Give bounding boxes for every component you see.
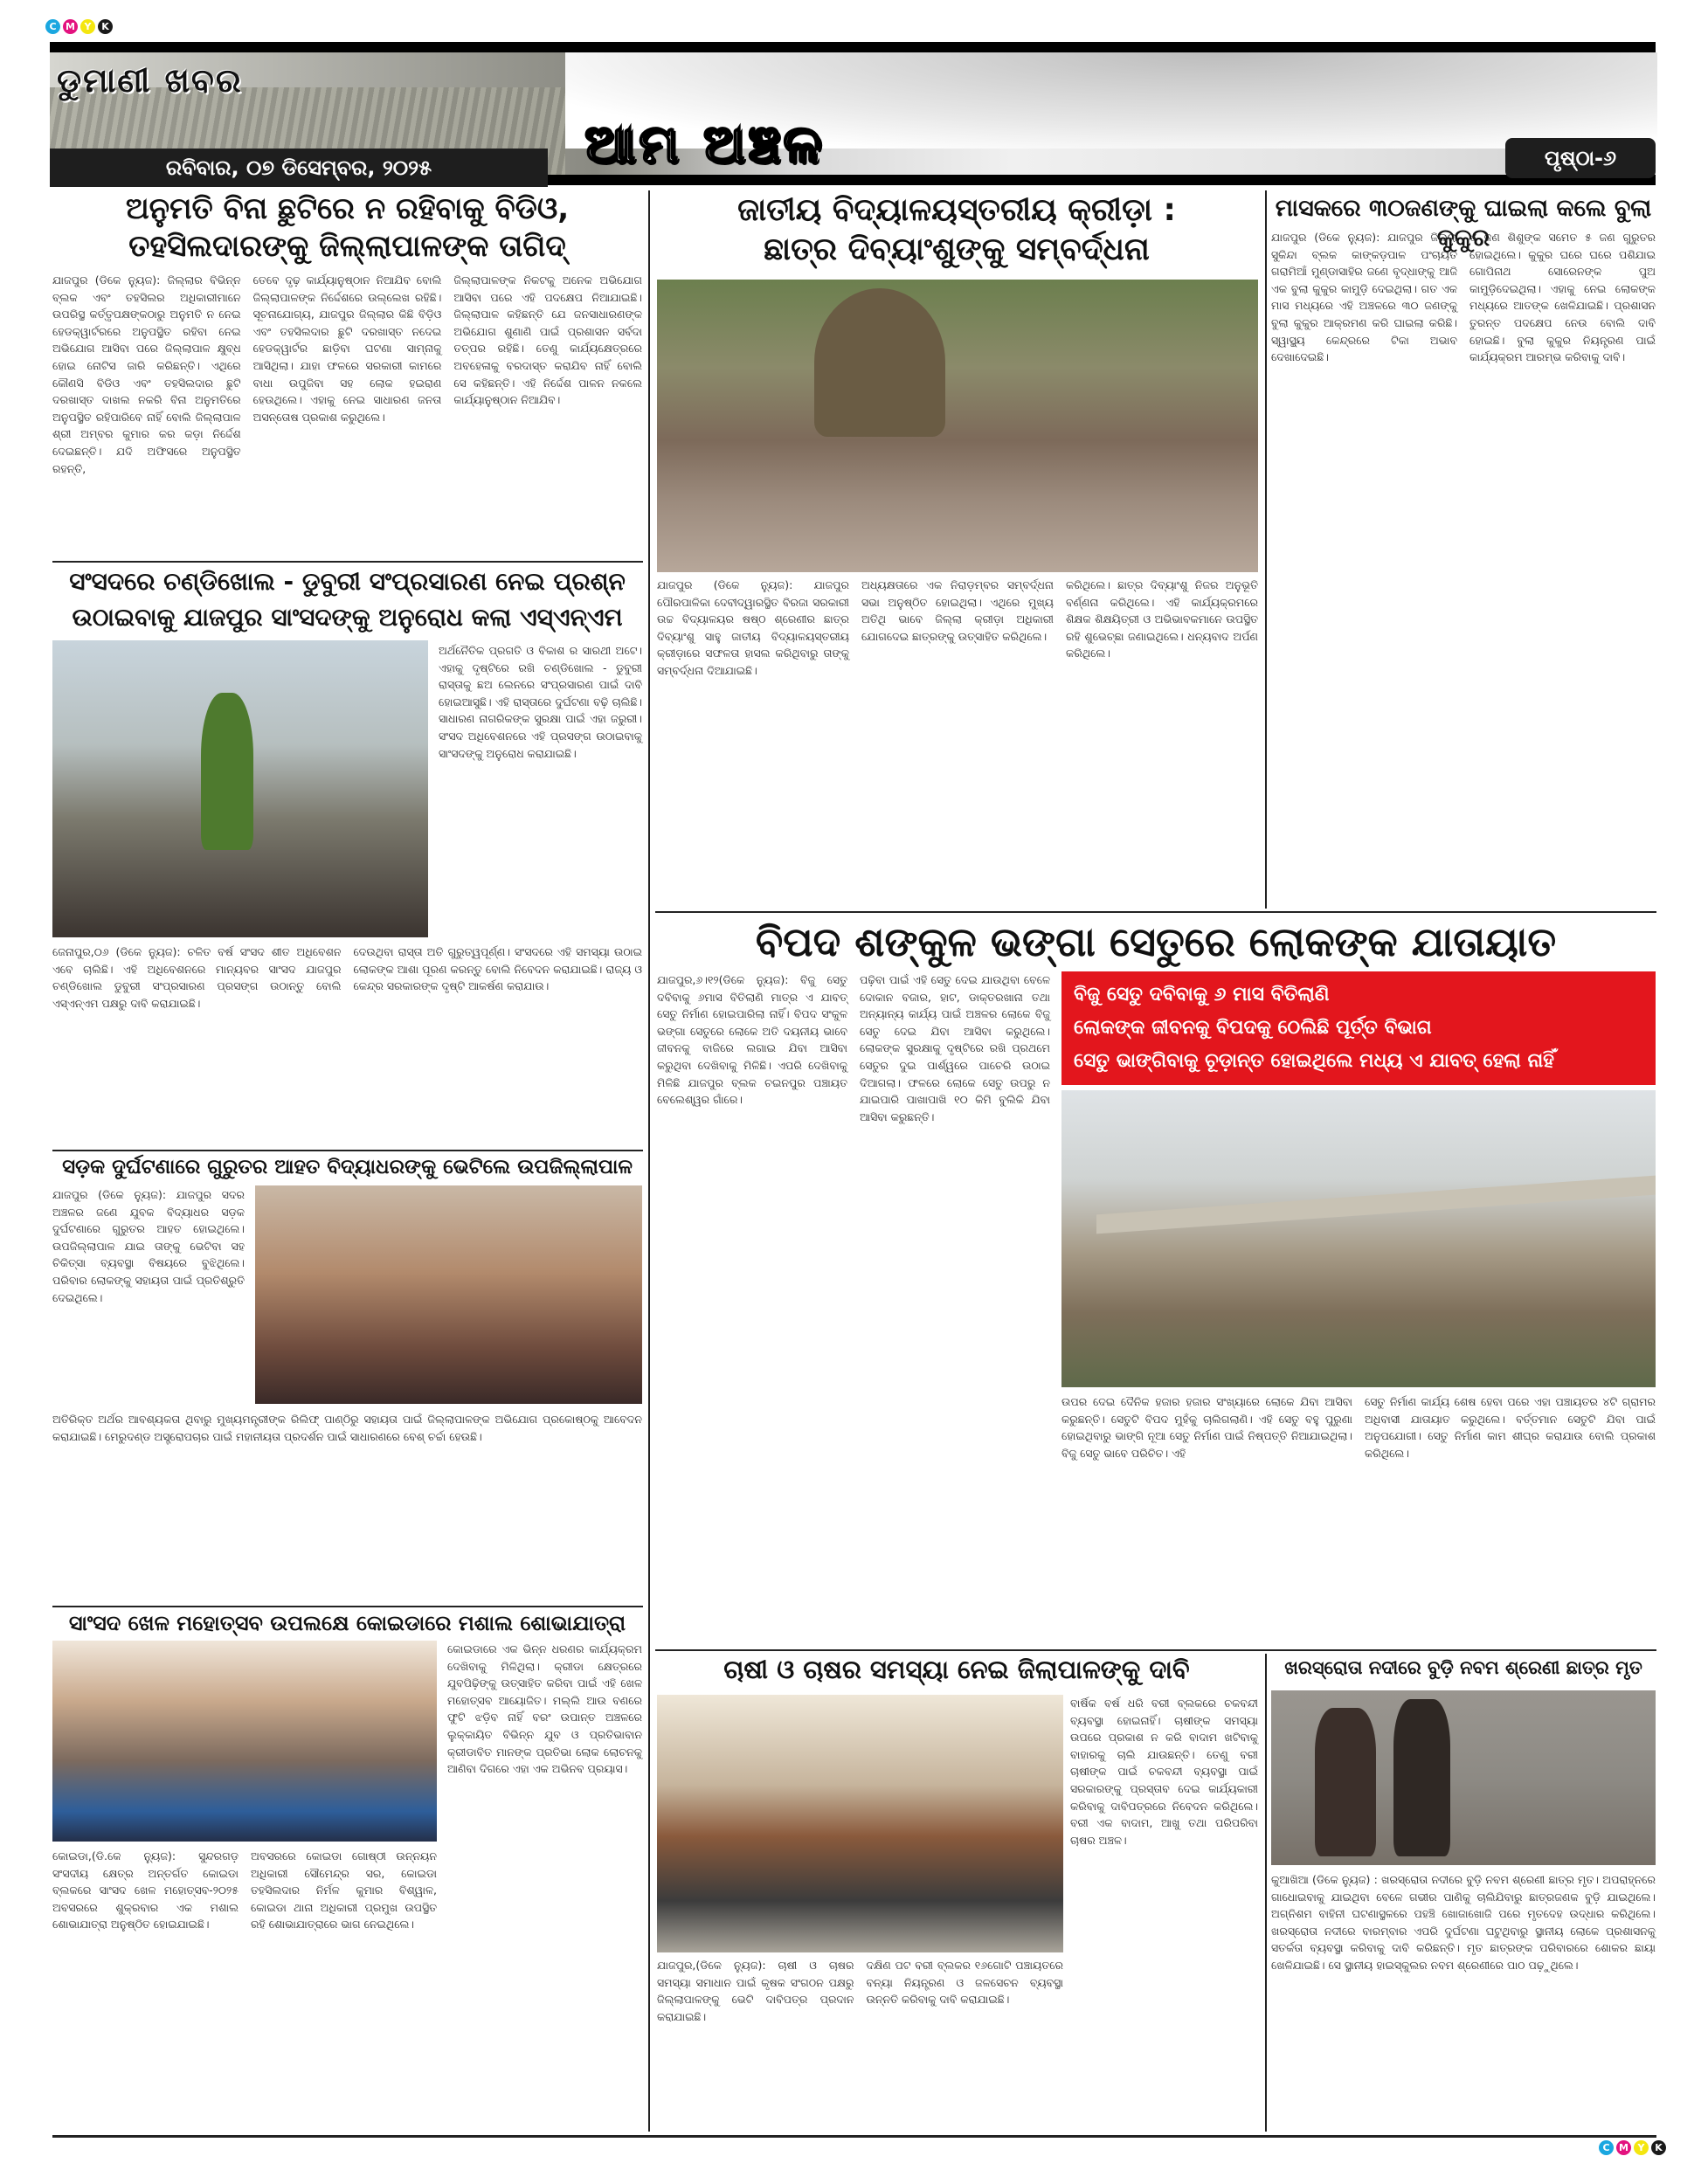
magenta-mark: M bbox=[1616, 2140, 1631, 2155]
story-torch-headline: ସାଂସଦ ଖେଳ ମହୋତ୍ସବ ଉପଲକ୍ଷେ କୋଇଡାରେ ମଶାଲ ଶୋଭାଯାତ୍ରା bbox=[68, 1611, 626, 1635]
highlight-line: ସେତୁ ଭାଙ୍ଗିବାକୁ ଚୂଡ଼ାନ୍ତ ହୋଇଥିଲେ ମଧ୍ୟ ଏ ଯାବତ୍ ହେଲା ନାହିଁ bbox=[1074, 1050, 1554, 1072]
body-col-4: ସେତୁ ନିର୍ମାଣ କାର୍ଯ୍ୟ ଶେଷ ହେବା ପରେ ଏହା ପଞ୍ଚାୟତର ୪ଟି ଗ୍ରାମର ଅଧିବାସୀ ଯାତାୟାତ କରୁଥିଲେ। ବର୍ତ୍ତମାନ ସେତୁଟି ଯିବା ପାଇଁ ଅନୁପଯୋଗୀ। ସେତୁ ନିର୍ମାଣ କାମ ଶୀଘ୍ର କରାଯାଉ ବୋଲି ପ୍ରକାଶ କରିଥିଲେ। bbox=[1365, 1395, 1656, 1460]
yellow-mark: Y bbox=[80, 19, 95, 34]
headline-line2: ଛାତ୍ର ଦିବ୍ୟାଂଶୁଙ୍କୁ ସମ୍ବର୍ଦ୍ଧନା bbox=[764, 232, 1150, 267]
river-rescue-photo bbox=[1271, 1690, 1656, 1865]
divider bbox=[52, 1150, 643, 1151]
highlight-line: ଲୋକଙ୍କ ଜୀବନକୁ ବିପଦକୁ ଠେଲିଛି ପୂର୍ତ୍ତ ବିଭାଗ bbox=[1074, 1017, 1432, 1039]
story-torch-body bbox=[52, 1848, 437, 2132]
highlight-line: ବିଜୁ ସେତୁ ଦବିବାକୁ ୬ ମାସ ବିତିଲାଣି bbox=[1074, 984, 1330, 1006]
story-dogs-headline: ମାସକରେ ୩୦ଜଣଙ୍କୁ ଘାଇଲା କଲେ ବୁଲା କୁକୁର bbox=[1275, 195, 1652, 252]
rescuer-figure bbox=[1393, 1699, 1450, 1856]
body-col-1: ଯାଜପୁର,(ଡିକେ ନ୍ୟୁଜ): ଚାଷୀ ଓ ଚାଷର ସମସ୍ୟା ସମାଧାନ ପାଇଁ କୃଷକ ସଂଗଠନ ପକ୍ଷରୁ ଜିଲ୍ଲାପାଳଙ୍କୁ ଭେଟି ଦାବିପତ୍ର ପ୍ରଦାନ କରାଯାଇଛି। bbox=[657, 1959, 854, 2023]
story-drowning-headline: ଖରସ୍ରୋତା ନଦୀରେ ବୁଡ଼ି ନବମ ଶ୍ରେଣୀ ଛାତ୍ର ମୃତ bbox=[1284, 1657, 1642, 1678]
story-dogs-body bbox=[1271, 229, 1656, 906]
story-sports-body bbox=[657, 577, 1258, 909]
divider bbox=[655, 1649, 1656, 1651]
body-col-1: କୋଇଡା,(ଡି.କେ ନ୍ୟୁଜ): ସୁନ୍ଦରଗଡ଼ ସଂସଦୀୟ କ୍ଷେତ୍ର ଅନ୍ତର୍ଗତ କୋଇଡା ବ୍ଲକରେ ସାଂସଦ ଖେଳ ମହୋତ୍ସବ-୨୦୨୫ ଅବସରରେ ଶୁକ୍ରବାର ଏକ ମଶାଲ ଶୋଭାଯାତ୍ରା ଅନୁଷ୍ଠିତ ହୋଇଯାଇଛି। bbox=[52, 1849, 239, 1932]
bridge-highlight-box bbox=[1061, 971, 1656, 1085]
cmyk-registration-marks-bottom bbox=[1599, 2140, 1666, 2155]
masthead bbox=[50, 42, 1656, 185]
body-col-1: ଯାଜପୁର,୬।୧୨(ଡିକେ ନ୍ୟୁଜ): ବିଜୁ ସେତୁ ଦବିବାକୁ ୬ମାସ ବିତିଲାଣି ମାତ୍ର ଏ ଯାବତ୍ ସେତୁ ନିର୍ମାଣ ହୋଇପାରିଲା ନାହିଁ। ବିପଦ ସଂକୁଳ ଭଙ୍ଗା ସେତୁରେ ଲୋକେ ଅତି ଦୟନୀୟ ଭାବେ ଜୀବନକୁ ବାଜିରେ ଲଗାଇ ଯିବା ଆସିବା କରୁଥିବା ଦେଖିବାକୁ ମିଳିଛି। ଏପରି ଦେଖିବାକୁ ମିଳିଛି ଯାଜପୁର ବ୍ଲକ ଚଇନପୁର ପଞ୍ଚାୟତ ବେଲେଶ୍ୱର ଗାଁରେ। bbox=[657, 973, 847, 1107]
bottom-rule bbox=[52, 2135, 1656, 2138]
story-accident-caption: ଅତିରିକ୍ତ ଅର୍ଥର ଆବଶ୍ୟକତା ଥିବାରୁ ମୁଖ୍ୟମନ୍ତ୍ରୀଙ୍କ ରିଲିଫ୍ ପାଣ୍ଠିରୁ ସହାୟତା ପାଇଁ ଜିଲ୍ଲାପାଳଙ୍କ ଅଭିଯୋଗ ପ୍ରକୋଷ୍ଠକୁ ଆବେଦନ କରାଯାଇଛି। ମେରୁଦଣ୍ଡ ଅସ୍ତ୍ରୋପଚାର ପାଇଁ ମହାନୀୟତା ପ୍ରଦର୍ଶନ ପାଇଁ ସାଧାରଣରେ ବେଶ୍ ଚର୍ଚ୍ଚା ହେଉଛି। bbox=[52, 1413, 642, 1443]
cyan-mark: C bbox=[45, 19, 60, 34]
masthead-banner-image bbox=[50, 52, 1656, 180]
page-number: ପୃଷ୍ଠା-୬ bbox=[1505, 138, 1656, 178]
story-sports bbox=[655, 190, 1258, 269]
body-col-2: ପଢ଼ିବା ପାଇଁ ଏହି ସେତୁ ଦେଇ ଯାଉଥିବା ବେଳେ ଦୋକାନ ବଜାର, ହାଟ, ଡାକ୍ତରଖାନା ତଥା ଅନ୍ୟାନ୍ୟ କାର୍ଯ୍ୟ ପାଇଁ ଅଞ୍ଚଳର ଲୋକେ ବିଜୁ ସେତୁ ଦେଇ ଯିବା ଆସିବା କରୁଥିଲେ। ଲୋକଙ୍କ ସୁରକ୍ଷାକୁ ଦୃଷ୍ଟିରେ ରଖି ପ୍ରଥମେ ସେତୁର ଦୁଇ ପାର୍ଶ୍ୱରେ ପାଚେରି ଉଠାଇ ଦିଆଗଲା। ଫଳରେ ଲୋକେ ସେତୁ ଉପରୁ ନ ଯାଇପାରି ପାଖାପାଖି ୧୦ କିମି ବୁଲିକି ଯିବା ଆସିବା କରୁଛନ୍ତି। bbox=[860, 973, 1050, 1123]
story-farmers-body bbox=[657, 1957, 1063, 2132]
body-col-3: ଉପର ଦେଇ ଦୈନିକ ହଜାର ହଜାର ସଂଖ୍ୟାରେ ଲୋକେ ଯିବା ଆସିବା କରୁଛନ୍ତି। ସେତୁଟି ବିପଦ ମୁହଁକୁ ଚାଲିଗଲାଣି। ଏହି ସେତୁ ବହୁ ପୁରୁଣା ହୋଇଥିବାରୁ ଭାଙ୍ଗି ନୂଆ ସେତୁ ନିର୍ମାଣ ପାଇଁ ନିଷ୍ପତ୍ତି ନିଆଯାଇଥିଲା। ବିଜୁ ସେତୁ ଭାବେ ପରିଚିତ। ଏହି bbox=[1061, 1395, 1352, 1460]
story-farmers-side: ବାର୍ଷିକ ବର୍ଷ ଧରି ବରୀ ବ୍ଲକରେ ଚକବନ୍ଦୀ ବ୍ୟବସ୍ଥା ହୋଇନାହିଁ। ଚାଷୀଙ୍କ ସମସ୍ୟା ଉପରେ ପ୍ରକାଶ ନ କରି ବାଦାମ ଖଟିବାକୁ ବାହାରକୁ ଚାଲି ଯାଉଛନ୍ତି। ତେଣୁ ବରୀ ଚାଷୀଙ୍କ ପାଇଁ ଚକବନ୍ଦୀ ବ୍ୟବସ୍ଥା ପାଇଁ ସରକାରଙ୍କୁ ପ୍ରସ୍ତାବ ଦେଇ କାର୍ଯ୍ୟକାରୀ କରିବାକୁ ଦାବିପତ୍ରରେ ନିବେଦନ କରିଥିଲେ। ବରୀ ଏକ ବାଦାମ, ଆଖୁ ତଥା ପରିପରିବା ଚାଷର ଅଞ୍ଚଳ। bbox=[1070, 1697, 1258, 1847]
issue-date: ରବିବାର, ୦୭ ଡିସେମ୍ବର, ୨୦୨୫ bbox=[50, 149, 548, 187]
story-farmers-headline: ଚାଷୀ ଓ ଚାଷର ସମସ୍ୟା ନେଇ ଜିଲାପାଳଙ୍କୁ ଦାବି bbox=[723, 1655, 1190, 1684]
snm-photo bbox=[52, 640, 428, 937]
story-bdo bbox=[52, 190, 642, 475]
body-col-3: ଜିଲ୍ଲାପାଳଙ୍କ ନିକଟକୁ ଅନେକ ଅଭିଯୋଗ ଆସିବା ପରେ ଏହି ପଦକ୍ଷେପ ନିଆଯାଇଛି। ଜିଲ୍ଲାପାଳ କହିଛନ୍ତି ଯେ ଜନସାଧାରଣଙ୍କ ଅଭିଯୋଗ ଶୁଣାଣି ପାଇଁ ପ୍ରଶାସନ ସର୍ବଦା ତତ୍ପର ରହିଛି। ତେଣୁ କାର୍ଯ୍ୟକ୍ଷେତ୍ରରେ ଅବହେଳାକୁ ବରଦାସ୍ତ କରାଯିବ ନାହିଁ ବୋଲି ସେ କହିଛନ୍ତି। ଏହି ନିର୍ଦ୍ଦେଶ ପାଳନ ନକଲେ କାର୍ଯ୍ୟାନୁଷ୍ଠାନ ନିଆଯିବ। bbox=[453, 273, 642, 407]
body-col-2: ଅବସରରେ କୋଇଡା ଗୋଷ୍ଠୀ ଉନ୍ନୟନ ଅଧିକାରୀ ସୌମେନ୍ଦ୍ର ସର, କୋଇଡା ତହସିଲଦାର ନିର୍ମଳ କୁମାର ବିଶ୍ୱାଳ, କୋଇଡା ଥାନା ଅଧିକାରୀ ପ୍ରମୁଖ ଉପସ୍ଥିତ ରହି ଶୋଭାଯାତ୍ରାରେ ଭାଗ ନେଇଥିଲେ। bbox=[251, 1849, 437, 1932]
snm-body bbox=[52, 943, 642, 1144]
cyan-mark: C bbox=[1599, 2140, 1614, 2155]
divider bbox=[52, 1606, 643, 1607]
story-torch-side: କୋଇଡାରେ ଏକ ଭିନ୍ନ ଧରଣର କାର୍ଯ୍ୟକ୍ରମ ଦେଖିବାକୁ ମିଳିଥିଲା। କ୍ରୀଡା କ୍ଷେତ୍ରରେ ଯୁବପିଢ଼ିଙ୍କୁ ଉତ୍ସାହିତ କରିବା ପାଇଁ ଏହି ଖେଳ ମହୋତ୍ସବ ଆୟୋଜିତ। ମଲ୍ଲି ଆଉ ବଣରେ ଫୁଟି ଝଡ଼ିବ ନାହିଁ ବରଂ ଉପାନ୍ତ ଅଞ୍ଚଳରେ ଲୁକ୍କାୟିତ ବିଭିନ୍ନ ଯୁବ ଓ ପ୍ରତିଭାବାନ କ୍ରୀଡାବିତ ମାନଙ୍କ ପ୍ରତିଭା ଲୋକ ଲୋଚନକୁ ଆଣିବା ଦିଗରେ ଏହା ଏକ ଅଭିନବ ପ୍ରୟାସ। bbox=[447, 1642, 642, 1776]
magenta-mark: M bbox=[63, 19, 78, 34]
rescuer-figure bbox=[1315, 1708, 1376, 1856]
headline: ଜାତୀୟ ବିଦ୍ୟାଳୟସ୍ତରୀୟ କ୍ରୀଡ଼ା : bbox=[737, 192, 1176, 228]
cmyk-registration-marks-top bbox=[45, 19, 113, 34]
body-col-2: ଦକ୍ଷିଣ ପଟ ବରୀ ବ୍ଲକର ୧୬ଗୋଟି ପଞ୍ଚାୟତରେ ବନ୍ୟା ନିୟନ୍ତ୍ରଣ ଓ ଜଳସେଚନ ବ୍ୟବସ୍ଥା ଉନ୍ନତି କରିବାକୁ ଦାବି କରାଯାଇଛି। bbox=[866, 1959, 1063, 2007]
body-col-2: ୪ ଜଣ ଶିଶୁଙ୍କ ସମେତ ୫ ଜଣ ଗୁରୁତର ହୋଇଥିଲେ। କୁକୁର ଘରେ ଘରେ ପଶିଯାଇ ଗୋପିନାଥ ସୋରେନଙ୍କ ପୁଅ କାମୁଡ଼ିଦେଇଥିଲା। ଏହାକୁ ନେଇ ଲୋକଙ୍କ ମଧ୍ୟରେ ଆତଙ୍କ ଖେଳିଯାଇଛି। ପ୍ରଶାସନ ତୁରନ୍ତ ପଦକ୍ଷେପ ନେଉ ବୋଲି ଦାବି ହୋଇଛି। ବୁଲା କୁକୁର ନିୟନ୍ତ୍ରଣ ପାଇଁ କାର୍ଯ୍ୟକ୍ରମ ଆରମ୍ଭ କରିବାକୁ ଦାବି। bbox=[1469, 231, 1656, 364]
story-accident-body: ଯାଜପୁର (ଡିକେ ନ୍ୟୁଜ): ଯାଜପୁର ସଦର ଅଞ୍ଚଳର ଜଣେ ଯୁବକ ବିଦ୍ୟାଧର ସଡ଼କ ଦୁର୍ଘଟଣାରେ ଗୁରୁତର ଆହତ ହୋଇଥିଲେ। ଉପଜିଲ୍ଲାପାଳ ଯାଇ ତାଙ୍କୁ ଭେଟିବା ସହ ଚିକିତ୍ସା ବ୍ୟବସ୍ଥା ବିଷୟରେ ବୁଝିଥିଲେ। ପରିବାର ଲୋକଙ୍କୁ ସହାୟତା ପାଇଁ ପ୍ରତିଶ୍ରୁତି ଦେଇଥିଲେ। bbox=[52, 1188, 245, 1304]
accident-photo bbox=[255, 1185, 642, 1404]
body-col-1: ଯାଜପୁର (ଡିକେ ନ୍ୟୁଜ): ଜିଲ୍ଲାର ବିଭିନ୍ନ ବ୍ଲକ ଏବଂ ତହସିଲର ଅଧିକାରୀମାନେ ଉପରିସ୍ଥ କର୍ତ୍ତୃପକ୍ଷଙ୍କଠାରୁ ଅନୁମତି ନ ନେଇ ହେଡକ୍ୱାର୍ଟରରେ ଅନୁପସ୍ଥିତ ରହିବା ନେଇ ଅଭିଯୋଗ ଆସିବା ପରେ ଜିଲ୍ଲାପାଳ କ୍ଷୁବ୍ଧ ହୋଇ ନୋଟିସ ଜାରି କରିଛନ୍ତି। ଏଥିରେ କୌଣସି ବିଡିଓ ଏବଂ ତହସିଲଦାର ଛୁଟି ଦରଖାସ୍ତ ଦାଖଲ ନକରି ବିନା ଅନୁମତିରେ ଅନୁପସ୍ଥିତ ରହିପାରିବେ ନାହିଁ ବୋଲି ଜିଲ୍ଲାପାଳ ଶ୍ରୀ ଅମ୍ବର କୁମାର କର କଡ଼ା ନିର୍ଦ୍ଦେଶ ଦେଇଛନ୍ତି। ଯଦି ଅଫିସରେ ଅନୁପସ୍ଥିତ ରହନ୍ତି, bbox=[52, 273, 241, 475]
body-col-1: ଯାଜପୁର (ଡିକେ ନ୍ୟୁଜ): ଯାଜପୁର ପୌରପାଳିକା ଦେବୀଦ୍ୱାରସ୍ଥିତ ବିରଜା ସରକାରୀ ଉଚ୍ଚ ବିଦ୍ୟାଳୟର ଷଷ୍ଠ ଶ୍ରେଣୀର ଛାତ୍ର ଦିବ୍ୟାଂଶୁ ସାହୁ ଜାତୀୟ ବିଦ୍ୟାଳୟସ୍ତରୀୟ କ୍ରୀଡ଼ାରେ ସଫଳତା ହାସଲ କରିଥିବାରୁ ତାଙ୍କୁ ସମ୍ବର୍ଦ୍ଧନା ଦିଆଯାଇଛି। bbox=[657, 578, 849, 677]
column-divider bbox=[1265, 190, 1267, 909]
column-divider bbox=[648, 190, 650, 2132]
statue bbox=[814, 288, 945, 437]
headline-line2: ଉଠାଇବାକୁ ଯାଜପୁର ସାଂସଦଙ୍କୁ ଅନୁରୋଧ କଲା ଏସ୍ଏନ୍ଏମ bbox=[72, 603, 623, 632]
sports-felicitation-photo bbox=[657, 280, 1258, 572]
column-divider bbox=[1265, 1654, 1267, 2132]
story-bridge-headline: ବିପଦ ଶଙ୍କୁଳ ଭଙ୍ଗା ସେତୁରେ ଲୋକଙ୍କ ଯାତାୟାତ bbox=[755, 918, 1557, 965]
headline-line2: ତହସିଲଦାରଙ୍କୁ ଜିଲ୍ଲାପାଳଙ୍କ ତାଗିଦ୍ bbox=[128, 228, 566, 264]
story-bridge-body-left bbox=[657, 971, 1050, 1614]
body-col-3: କରିଥିଲେ। ଛାତ୍ର ଦିବ୍ୟାଂଶୁ ନିଜର ଅନୁଭୂତି ବର୍ଣ୍ଣନା କରିଥିଲେ। ଏହି କାର୍ଯ୍ୟକ୍ରମରେ ଶିକ୍ଷକ ଶିକ୍ଷୟିତ୍ରୀ ଓ ଅଭିଭାବକମାନେ ଉପସ୍ଥିତ ରହି ଶୁଭେଚ୍ଛା ଜଣାଇଥିଲେ। ଧନ୍ୟବାଦ ଅର୍ପଣ କରିଥିଲେ। bbox=[1066, 578, 1258, 660]
yellow-mark: Y bbox=[1634, 2140, 1649, 2155]
newspaper-brand: ଡୁମାଣୀ ଖବର bbox=[57, 61, 243, 100]
black-mark: K bbox=[1651, 2140, 1666, 2155]
torch-rally-photo bbox=[52, 1641, 437, 1842]
body-side: ଅର୍ଥନୈତିକ ପ୍ରଗତି ଓ ବିକାଶ ର ସାରଥୀ ଅଟେ। ଏହାକୁ ଦୃଷ୍ଟିରେ ରଖି ଚଣ୍ଡିଖୋଲ - ଡୁବୁରୀ ରାସ୍ତାକୁ ଛଅ ଲେନରେ ସଂପ୍ରସାରଣ ପାଇଁ ଦାବି ହୋଇଆସୁଛି। ଏହି ରାସ୍ତାରେ ଦୁର୍ଘଟଣା ବଢ଼ି ଚାଲିଛି। ସାଧାରଣ ନାଗରିକଙ୍କ ସୁରକ୍ଷା ପାଇଁ ଏହା ଜରୁରୀ। ସଂସଦ ଅଧିବେଶନରେ ଏହି ପ୍ରସଙ୍ଗ ଉଠାଇବାକୁ ସାଂସଦଙ୍କୁ ଅନୁରୋଧ କରାଯାଇଛି। bbox=[439, 644, 642, 760]
body-col-2: ଅଧ୍ୟକ୍ଷତାରେ ଏକ ନିରାଡ଼ମ୍ବର ସମ୍ବର୍ଦ୍ଧନା ସଭା ଅନୁଷ୍ଠିତ ହୋଇଥିଲା। ଏଥିରେ ମୁଖ୍ୟ ଅତିଥି ଭାବେ ଜିଲ୍ଲା କ୍ରୀଡ଼ା ଅଧିକାରୀ ଯୋଗଦେଇ ଛାତ୍ରଙ୍କୁ ଉତ୍ସାହିତ କରିଥିଲେ। bbox=[861, 578, 1054, 643]
body-col-1: ଯାଜପୁର (ଡିକେ ନ୍ୟୁଜ): ଯାଜପୁର ଜିଲ୍ଲା ସୁକିନ୍ଦା ବ୍ଲକ କାଙ୍କଡ଼ପାଳ ପଂଚାୟତ ଗରାମିଆଁ ମୁଣ୍ଡାସାହିର ଜଣେ ବୃଦ୍ଧାଙ୍କୁ ଆଜି ଏକ ବୁଲା କୁକୁର କାମୁଡ଼ି ଦେଇଥିଲା। ଗତ ଏକ ମାସ ମଧ୍ୟରେ ଏହି ଅଞ୍ଚଳରେ ୩୦ ଜଣଙ୍କୁ ବୁଲା କୁକୁର ଆକ୍ରମଣ କରି ଘାଇଲା କରିଛି। ସ୍ୱାସ୍ଥ୍ୟ କେନ୍ଦ୍ରରେ ଟିକା ଅଭାବ ଦେଖାଦେଇଛି। bbox=[1271, 231, 1457, 364]
body-col-1: ଜେନାପୁର,୦୬ (ଡିକେ ନ୍ୟୁଜ): ଚଳିତ ବର୍ଷ ସଂସଦ ଶୀତ ଅଧିବେଶନ ଏବେ ଚାଲିଛି। ଏହି ଅଧିବେଶନରେ ମାନ୍ୟବର ସାଂସଦ ଯାଜପୁର ଚଣ୍ଡିଖୋଲ ଡୁବୁରୀ ସଂପ୍ରସାରଣ ପ୍ରସଙ୍ଗ ଉଠାନ୍ତୁ ବୋଲି ଏସ୍ଏନ୍ଏମ ପକ୍ଷରୁ ଦାବି କରାଯାଇଛି। bbox=[52, 945, 342, 1010]
story-snm bbox=[52, 566, 642, 632]
headline: ସଂସଦରେ ଚଣ୍ଡିଖୋଲ - ଡୁବୁରୀ ସଂପ୍ରସାରଣ ନେଇ ପ୍ରଶ୍ନ bbox=[69, 567, 626, 596]
bridge-deck bbox=[1096, 1176, 1656, 1234]
divider bbox=[52, 561, 643, 563]
story-bridge-body-right bbox=[1061, 1393, 1656, 1612]
story-accident-headline: ସଡ଼କ ଦୁର୍ଘଟଣାରେ ଗୁରୁତର ଆହତ ବିଦ୍ୟାଧରଙ୍କୁ ଭେଟିଲେ ଉପଜିଲ୍ଲାପାଳ bbox=[62, 1156, 633, 1178]
headline: ଅନୁମତି ବିନା ଛୁଟିରେ ନ ରହିବାକୁ ବିଡିଓ, bbox=[125, 191, 570, 226]
divider bbox=[655, 911, 1656, 913]
black-mark: K bbox=[98, 19, 113, 34]
body-col-2: ତେବେ ଦୃଢ଼ କାର୍ଯ୍ୟାନୁଷ୍ଠାନ ନିଆଯିବ ବୋଲି ଜିଲ୍ଲାପାଳଙ୍କ ନିର୍ଦ୍ଦେଶରେ ଉଲ୍ଲେଖ ରହିଛି। ସୂଚନାଯୋଗ୍ୟ, ଯାଜପୁର ଜିଲ୍ଲାର କିଛି ବିଡ଼ିଓ ଏବଂ ତହସିଲଦାର ଛୁଟି ଦରଖାସ୍ତ ନଦେଇ ହେଡକ୍ୱାର୍ଟର ଛାଡ଼ିବା ଘଟଣା ସାମ୍ନାକୁ ଆସିଥିଲା। ଯାହା ଫଳରେ ସରକାରୀ କାମରେ ବାଧା ଉପୁଜିବା ସହ ଲୋକ ହଇରାଣ ହେଉଥିଲେ। ଏହାକୁ ନେଇ ସାଧାରଣ ଜନତା ଅସନ୍ତୋଷ ପ୍ରକାଶ କରୁଥିଲେ। bbox=[252, 273, 442, 424]
body-col-2: ଦେଉଥିବା ରାସ୍ତା ଅତି ଗୁରୁତ୍ୱପୂର୍ଣ୍ଣ। ସଂସଦରେ ଏହି ସମସ୍ୟା ଉଠାଇ ଲୋକଙ୍କ ଆଶା ପୂରଣ କରନ୍ତୁ ବୋଲି ନିବେଦନ କରାଯାଇଛି। ରାଜ୍ୟ ଓ କେନ୍ଦ୍ର ସରକାରଙ୍କ ଦୃଷ୍ଟି ଆକର୍ଷଣ କରାଯାଉ। bbox=[353, 945, 642, 993]
broken-bridge-photo bbox=[1061, 1090, 1656, 1387]
plant-sapling bbox=[201, 693, 253, 850]
section-title: ଆମ ଅଞ୍ଚଳ bbox=[584, 114, 825, 175]
farmers-meeting-photo bbox=[657, 1695, 1063, 1952]
story-drowning-body: କୁଆଖିଆ (ଡିକେ ନ୍ୟୁଜ) : ଖରସ୍ରୋତା ନଦୀରେ ବୁଡ଼ି ନବମ ଶ୍ରେଣୀ ଛାତ୍ର ମୃତ। ଅପରାହ୍ନରେ ଗାଧୋଇବାକୁ ଯାଇଥିବା ବେଳେ ଗଭୀର ପାଣିକୁ ଚାଲିଯିବାରୁ ଛାତ୍ରଜଣକ ବୁଡ଼ି ଯାଇଥିଲେ। ଅଗ୍ନିଶମ ବାହିନୀ ଘଟଣାସ୍ଥଳରେ ପହଞ୍ଚି ଖୋଜାଖୋଜି ପରେ ମୃତଦେହ ଉଦ୍ଧାର କରିଥିଲେ। ଖରସ୍ରୋତା ନଦୀରେ ବାରମ୍ବାର ଏପରି ଦୁର୍ଘଟଣା ଘଟୁଥିବାରୁ ସ୍ଥାନୀୟ ଲୋକେ ପ୍ରଶାସନକୁ ସତର୍କତା ବ୍ୟବସ୍ଥା କରିବାକୁ ଦାବି କରିଛନ୍ତି। ମୃତ ଛାତ୍ରଙ୍କ ପରିବାରରେ ଶୋକର ଛାୟା ଖେଳିଯାଇଛି। ସେ ସ୍ଥାନୀୟ ହାଇସ୍କୁଲର ନବମ ଶ୍ରେଣୀରେ ପାଠ ପଢ଼ୁଥିଲେ। bbox=[1271, 1873, 1656, 1972]
